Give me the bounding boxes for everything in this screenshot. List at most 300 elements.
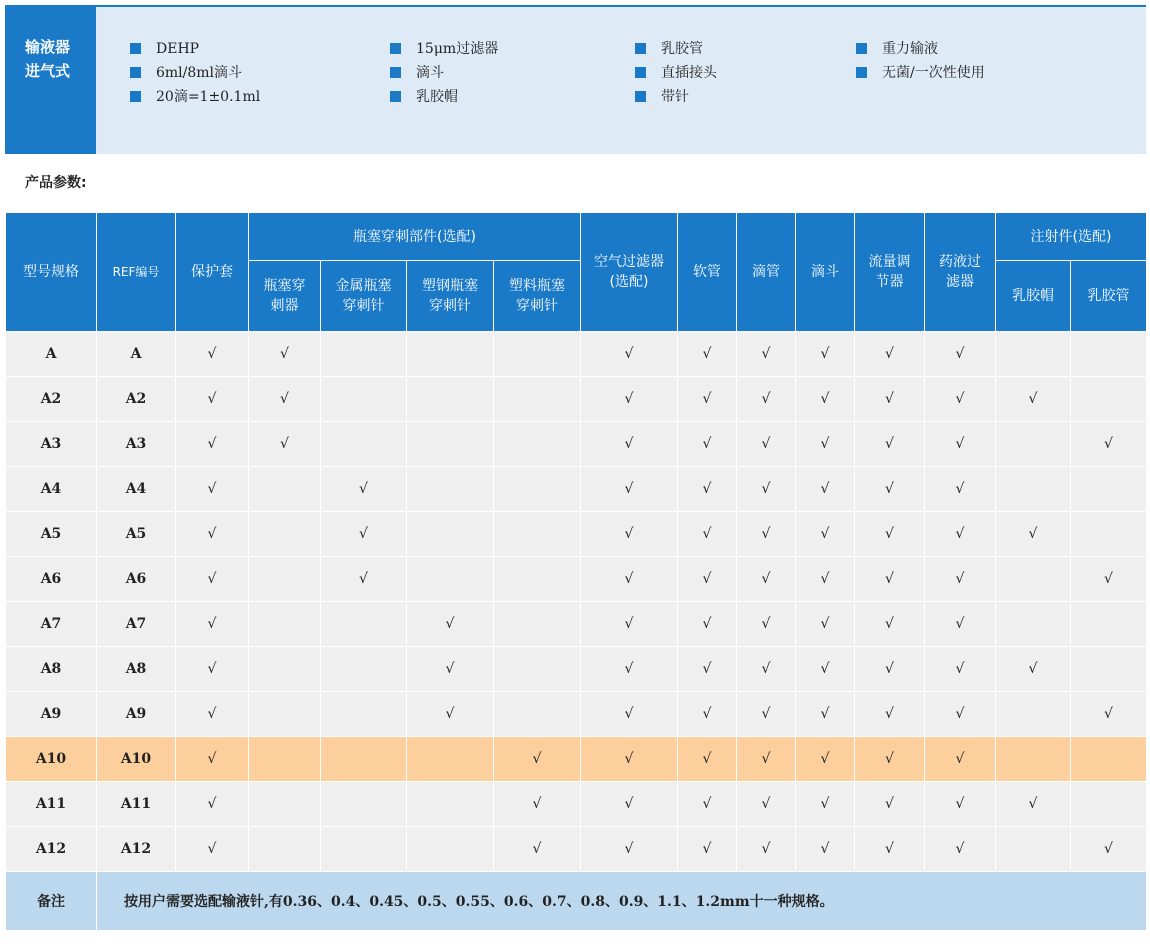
check-cell — [1071, 422, 1147, 467]
check-mark-icon: √ — [820, 391, 830, 407]
model-cell: A10 — [6, 737, 97, 782]
check-mark-icon: √ — [885, 706, 894, 722]
check-cell — [407, 647, 494, 692]
check-mark-icon: √ — [761, 526, 771, 542]
check-cell — [855, 647, 925, 692]
table-row — [6, 737, 1147, 782]
check-cell — [737, 557, 796, 602]
check-cell — [678, 827, 737, 872]
check-mark-icon: √ — [885, 661, 894, 677]
square-bullet-icon — [856, 43, 867, 54]
check-cell — [321, 782, 407, 827]
check-mark-icon: √ — [624, 481, 634, 497]
check-mark-icon: √ — [280, 391, 289, 407]
check-mark-icon: √ — [624, 841, 634, 857]
check-cell — [1071, 332, 1147, 377]
check-cell — [407, 737, 494, 782]
check-cell — [1071, 647, 1147, 692]
table-row — [6, 782, 1147, 827]
check-mark-icon: √ — [955, 571, 965, 587]
check-cell — [581, 647, 678, 692]
check-cell — [321, 827, 407, 872]
check-cell — [494, 467, 581, 512]
table-row — [6, 692, 1147, 737]
square-bullet-icon — [856, 67, 867, 78]
check-cell — [925, 782, 996, 827]
check-mark-icon: √ — [1104, 571, 1113, 587]
ref-cell: A3 — [97, 422, 176, 467]
feature-item — [390, 85, 498, 109]
check-mark-icon: √ — [955, 841, 965, 857]
model-cell: A8 — [6, 647, 97, 692]
check-cell — [249, 602, 321, 647]
check-mark-icon: √ — [207, 571, 217, 587]
spec-table — [5, 212, 1147, 931]
check-mark-icon: √ — [624, 796, 634, 812]
feature-label-line-1: 输液器 — [25, 38, 71, 56]
check-cell — [249, 737, 321, 782]
check-cell — [925, 332, 996, 377]
check-cell — [321, 377, 407, 422]
header-drip-tube: 滴管 — [737, 213, 796, 332]
header-soft-tube: 软管 — [678, 213, 737, 332]
check-mark-icon: √ — [624, 751, 634, 767]
check-mark-icon: √ — [885, 481, 894, 497]
check-cell — [996, 377, 1071, 422]
check-cell — [925, 512, 996, 557]
check-mark-icon: √ — [702, 391, 712, 407]
check-mark-icon: √ — [445, 706, 455, 722]
check-cell — [249, 422, 321, 467]
check-cell — [996, 557, 1071, 602]
feature-item-text: 15μm过滤器 — [416, 41, 499, 57]
check-mark-icon: √ — [955, 346, 965, 362]
check-cell — [407, 782, 494, 827]
table-row — [6, 512, 1147, 557]
header-steel-needle — [407, 261, 494, 332]
check-mark-icon: √ — [1028, 661, 1038, 677]
check-mark-icon: √ — [955, 481, 965, 497]
air-filter-label: 空气过滤器(选配) — [594, 254, 664, 290]
feature-item — [390, 61, 498, 85]
check-mark-icon: √ — [624, 706, 634, 722]
model-cell: A11 — [6, 782, 97, 827]
check-cell — [494, 602, 581, 647]
table-row — [6, 647, 1147, 692]
square-bullet-icon — [635, 67, 646, 78]
check-cell — [321, 692, 407, 737]
check-cell — [796, 422, 855, 467]
check-cell — [494, 557, 581, 602]
ref-cell: A5 — [97, 512, 176, 557]
table-row — [6, 377, 1147, 422]
check-cell — [678, 467, 737, 512]
check-mark-icon: √ — [761, 751, 771, 767]
check-mark-icon: √ — [761, 391, 771, 407]
feature-label-line-2: 进气式 — [25, 62, 71, 80]
check-cell — [249, 332, 321, 377]
check-cell — [176, 377, 249, 422]
check-cell — [249, 782, 321, 827]
plastic-needle-label: 塑料瓶塞穿刺针 — [509, 278, 565, 314]
check-cell — [737, 602, 796, 647]
check-mark-icon: √ — [702, 751, 712, 767]
ref-cell: A2 — [97, 377, 176, 422]
check-cell — [407, 557, 494, 602]
check-mark-icon: √ — [207, 841, 217, 857]
check-cell — [407, 467, 494, 512]
check-mark-icon: √ — [207, 391, 217, 407]
check-cell — [249, 827, 321, 872]
check-cell — [855, 692, 925, 737]
check-mark-icon: √ — [761, 616, 771, 632]
check-mark-icon: √ — [207, 436, 217, 452]
check-cell — [796, 692, 855, 737]
check-cell — [737, 332, 796, 377]
feature-item — [635, 37, 717, 61]
check-cell — [737, 512, 796, 557]
square-bullet-icon — [390, 67, 401, 78]
check-mark-icon: √ — [207, 346, 217, 362]
check-cell — [249, 647, 321, 692]
feature-item — [390, 37, 498, 61]
check-cell — [249, 692, 321, 737]
check-cell — [176, 557, 249, 602]
square-bullet-icon — [635, 91, 646, 102]
check-cell — [249, 467, 321, 512]
feature-item — [130, 85, 260, 109]
ref-cell: A10 — [97, 737, 176, 782]
ref-cell: A8 — [97, 647, 176, 692]
check-mark-icon: √ — [207, 796, 217, 812]
check-cell — [796, 782, 855, 827]
check-cell — [494, 647, 581, 692]
check-mark-icon: √ — [207, 481, 217, 497]
check-mark-icon: √ — [359, 571, 368, 587]
square-bullet-icon — [130, 67, 141, 78]
square-bullet-icon — [635, 43, 646, 54]
header-ref: REF编号 — [97, 213, 176, 332]
check-mark-icon: √ — [955, 436, 965, 452]
check-cell — [1071, 782, 1147, 827]
check-mark-icon: √ — [702, 706, 712, 722]
check-mark-icon: √ — [820, 526, 830, 542]
check-cell — [737, 827, 796, 872]
check-mark-icon: √ — [820, 661, 830, 677]
check-cell — [996, 737, 1071, 782]
check-cell — [737, 782, 796, 827]
table-row — [6, 557, 1147, 602]
check-mark-icon: √ — [702, 616, 712, 632]
check-mark-icon: √ — [207, 751, 217, 767]
check-mark-icon: √ — [624, 391, 634, 407]
check-mark-icon: √ — [702, 346, 712, 362]
check-cell — [407, 512, 494, 557]
check-cell — [678, 602, 737, 647]
check-mark-icon: √ — [280, 346, 289, 362]
model-cell: A5 — [6, 512, 97, 557]
check-mark-icon: √ — [955, 706, 965, 722]
feature-column — [635, 37, 717, 109]
header-cover: 保护套 — [176, 213, 249, 332]
feature-item — [635, 85, 717, 109]
check-cell — [581, 557, 678, 602]
check-cell — [249, 557, 321, 602]
check-mark-icon: √ — [955, 661, 965, 677]
check-cell — [678, 647, 737, 692]
check-cell — [581, 467, 678, 512]
check-mark-icon: √ — [1028, 796, 1038, 812]
square-bullet-icon — [130, 91, 141, 102]
feature-box — [5, 5, 1146, 154]
check-cell — [581, 602, 678, 647]
check-cell — [925, 647, 996, 692]
header-plastic-needle — [494, 261, 581, 332]
check-cell — [678, 422, 737, 467]
check-mark-icon: √ — [1028, 526, 1038, 542]
drug-filter-label: 药液过滤器 — [939, 254, 981, 290]
header-model: 型号规格 — [6, 213, 97, 332]
check-cell — [176, 782, 249, 827]
check-cell — [176, 602, 249, 647]
check-cell — [796, 602, 855, 647]
steel-needle-label: 塑钢瓶塞穿刺针 — [422, 278, 478, 314]
check-cell — [925, 557, 996, 602]
model-cell: A7 — [6, 602, 97, 647]
check-cell — [925, 377, 996, 422]
check-cell — [925, 602, 996, 647]
check-mark-icon: √ — [885, 796, 894, 812]
feature-item — [856, 61, 985, 85]
check-mark-icon: √ — [955, 796, 965, 812]
check-mark-icon: √ — [955, 391, 965, 407]
check-cell — [678, 737, 737, 782]
check-cell — [996, 782, 1071, 827]
table-row — [6, 332, 1147, 377]
check-cell — [678, 332, 737, 377]
check-mark-icon: √ — [820, 481, 830, 497]
model-cell: A — [6, 332, 97, 377]
header-stopper-piercer — [249, 261, 321, 332]
model-cell: A2 — [6, 377, 97, 422]
check-mark-icon: √ — [885, 616, 894, 632]
check-cell — [1071, 827, 1147, 872]
check-mark-icon: √ — [820, 346, 830, 362]
check-mark-icon: √ — [820, 706, 830, 722]
check-cell — [176, 692, 249, 737]
check-mark-icon: √ — [624, 436, 634, 452]
check-cell — [321, 647, 407, 692]
check-cell — [678, 377, 737, 422]
header-latex-tube: 乳胶管 — [1071, 261, 1147, 332]
check-cell — [176, 512, 249, 557]
check-mark-icon: √ — [1028, 391, 1038, 407]
feature-item-text: 6ml/8ml滴斗 — [156, 65, 243, 81]
check-mark-icon: √ — [207, 526, 217, 542]
check-mark-icon: √ — [885, 346, 894, 362]
check-mark-icon: √ — [820, 436, 830, 452]
check-cell — [581, 692, 678, 737]
check-mark-icon: √ — [702, 661, 712, 677]
feature-item — [635, 61, 717, 85]
check-cell — [1071, 737, 1147, 782]
check-cell — [796, 332, 855, 377]
check-mark-icon: √ — [702, 436, 712, 452]
check-mark-icon: √ — [761, 706, 771, 722]
check-cell — [581, 422, 678, 467]
params-title: 产品参数: — [25, 175, 87, 191]
check-cell — [855, 782, 925, 827]
check-mark-icon: √ — [885, 571, 894, 587]
ref-cell: A7 — [97, 602, 176, 647]
check-mark-icon: √ — [955, 751, 965, 767]
check-cell — [1071, 602, 1147, 647]
check-mark-icon: √ — [1104, 841, 1113, 857]
ref-cell: A6 — [97, 557, 176, 602]
check-cell — [796, 827, 855, 872]
check-mark-icon: √ — [761, 571, 771, 587]
table-row — [6, 602, 1147, 647]
check-mark-icon: √ — [532, 841, 542, 857]
feature-item — [130, 61, 260, 85]
check-cell — [796, 467, 855, 512]
check-mark-icon: √ — [955, 526, 965, 542]
check-cell — [176, 827, 249, 872]
square-bullet-icon — [390, 91, 401, 102]
check-cell — [796, 377, 855, 422]
ref-cell: A — [97, 332, 176, 377]
ref-cell: A4 — [97, 467, 176, 512]
check-mark-icon: √ — [280, 436, 289, 452]
check-cell — [855, 602, 925, 647]
check-cell — [494, 737, 581, 782]
check-cell — [494, 422, 581, 467]
note-text: 按用户需要选配输液针,有0.36、0.4、0.45、0.5、0.55、0.6、0.7、0.8、0.9、1.1、1.2mm十一种规格。 — [97, 872, 1147, 931]
check-mark-icon: √ — [445, 616, 455, 632]
feature-item-text: DEHP — [156, 41, 200, 57]
check-cell — [321, 332, 407, 377]
check-mark-icon: √ — [702, 526, 712, 542]
check-mark-icon: √ — [820, 841, 830, 857]
check-cell — [494, 827, 581, 872]
check-cell — [855, 332, 925, 377]
check-mark-icon: √ — [761, 661, 771, 677]
check-mark-icon: √ — [820, 571, 830, 587]
check-cell — [407, 377, 494, 422]
check-cell — [321, 467, 407, 512]
check-cell — [581, 782, 678, 827]
check-cell — [1071, 692, 1147, 737]
check-mark-icon: √ — [820, 796, 830, 812]
check-cell — [581, 737, 678, 782]
check-cell — [996, 692, 1071, 737]
check-mark-icon: √ — [624, 616, 634, 632]
header-stopper-group: 瓶塞穿刺部件(选配) — [249, 213, 581, 261]
check-mark-icon: √ — [761, 841, 771, 857]
check-cell — [176, 422, 249, 467]
check-cell — [321, 422, 407, 467]
feature-item-text: 滴斗 — [416, 65, 444, 81]
check-mark-icon: √ — [761, 346, 771, 362]
check-mark-icon: √ — [702, 796, 712, 812]
check-mark-icon: √ — [532, 751, 542, 767]
model-cell: A9 — [6, 692, 97, 737]
ref-cell: A12 — [97, 827, 176, 872]
header-drug-filter — [925, 213, 996, 332]
check-cell — [249, 512, 321, 557]
check-cell — [925, 827, 996, 872]
check-cell — [494, 377, 581, 422]
check-mark-icon: √ — [955, 616, 965, 632]
check-mark-icon: √ — [624, 346, 634, 362]
feature-label — [5, 7, 96, 154]
check-mark-icon: √ — [702, 841, 712, 857]
header-injection-group: 注射件(选配) — [996, 213, 1147, 261]
check-mark-icon: √ — [624, 661, 634, 677]
check-cell — [407, 827, 494, 872]
check-cell — [796, 512, 855, 557]
check-cell — [1071, 467, 1147, 512]
check-mark-icon: √ — [359, 481, 368, 497]
check-cell — [796, 737, 855, 782]
check-mark-icon: √ — [885, 841, 894, 857]
check-cell — [855, 512, 925, 557]
check-mark-icon: √ — [885, 436, 894, 452]
feature-item — [130, 37, 260, 61]
header-flow-regulator — [855, 213, 925, 332]
check-cell — [737, 422, 796, 467]
check-cell — [855, 557, 925, 602]
check-cell — [581, 332, 678, 377]
check-mark-icon: √ — [1104, 436, 1113, 452]
check-cell — [996, 602, 1071, 647]
check-cell — [176, 332, 249, 377]
feature-item-text: 带针 — [661, 89, 689, 105]
feature-item-text: 重力输液 — [882, 41, 938, 57]
square-bullet-icon — [130, 43, 141, 54]
check-cell — [996, 467, 1071, 512]
check-cell — [996, 827, 1071, 872]
check-cell — [855, 377, 925, 422]
check-cell — [855, 737, 925, 782]
check-mark-icon: √ — [820, 751, 830, 767]
check-cell — [321, 557, 407, 602]
feature-item-text: 20滴=1±0.1ml — [156, 89, 261, 105]
check-cell — [494, 332, 581, 377]
check-cell — [737, 467, 796, 512]
check-cell — [249, 377, 321, 422]
check-cell — [494, 782, 581, 827]
check-cell — [321, 602, 407, 647]
check-cell — [678, 782, 737, 827]
model-cell: A12 — [6, 827, 97, 872]
header-metal-needle — [321, 261, 407, 332]
check-cell — [737, 377, 796, 422]
check-mark-icon: √ — [207, 706, 217, 722]
check-cell — [855, 422, 925, 467]
check-mark-icon: √ — [702, 571, 712, 587]
square-bullet-icon — [390, 43, 401, 54]
check-cell — [996, 422, 1071, 467]
check-mark-icon: √ — [207, 616, 217, 632]
check-cell — [796, 647, 855, 692]
feature-item-text: 无菌/一次性使用 — [882, 65, 985, 81]
stopper-piercer-label: 瓶塞穿刺器 — [263, 278, 306, 314]
check-cell — [925, 692, 996, 737]
check-cell — [737, 737, 796, 782]
check-cell — [407, 602, 494, 647]
check-mark-icon: √ — [624, 571, 634, 587]
